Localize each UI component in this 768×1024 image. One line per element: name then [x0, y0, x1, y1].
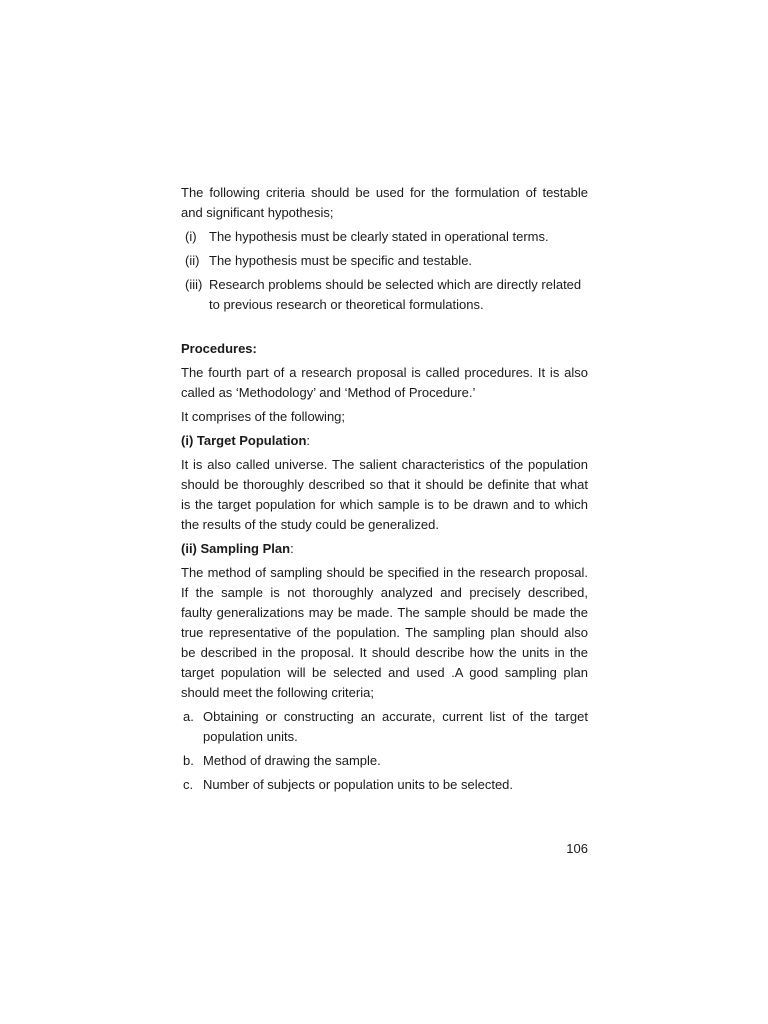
- procedures-heading: Procedures:: [181, 341, 257, 356]
- hypothesis-criteria-list: [181, 227, 588, 315]
- list-item-text: Number of subjects or population units to be selected.: [203, 777, 514, 792]
- sampling-plan-heading: [181, 539, 588, 559]
- target-population-heading: [181, 431, 588, 451]
- list-item: [181, 251, 588, 271]
- list-marker: (ii): [185, 253, 200, 268]
- target-population-title: (i) Target Population: [181, 433, 307, 448]
- list-item: [181, 227, 588, 247]
- list-marker: (iii): [185, 277, 203, 292]
- target-population-text: It is also called universe. The salient characteristics of the population should be thoroughly described so that it should be definite that what is the target population for which sample is to be drawn and to which the results of the study could be generalized.: [181, 457, 588, 532]
- section-gap: [181, 319, 588, 339]
- sampling-plan-text: The method of sampling should be specified in the research proposal. If the sample is not thoroughly analyzed and precisely described, faulty generalizations may be made. The sample should be made the true representative of the population. The sampling plan should also be described in the proposal. It should describe how the units in the target population will be selected and used .A good sampling plan should meet the following criteria;: [181, 565, 588, 700]
- procedures-comprises: It comprises of the following;: [181, 409, 346, 424]
- target-population-colon: :: [306, 433, 311, 448]
- sampling-plan-colon: :: [290, 541, 294, 556]
- sampling-criteria-list: [181, 707, 588, 795]
- page-content: [181, 183, 588, 799]
- list-marker: a.: [183, 709, 194, 724]
- list-item: [181, 275, 588, 315]
- list-item-text: Obtaining or constructing an accurate, current list of the target population units.: [203, 709, 588, 744]
- procedures-intro: The fourth part of a research proposal is called procedures. It is also called as ‘Methodology’ and ‘Method of Procedure.’: [181, 365, 588, 400]
- list-item-text: Method of drawing the sample.: [203, 753, 381, 768]
- list-item-text: The hypothesis must be clearly stated in operational terms.: [209, 229, 549, 244]
- intro-paragraph: The following criteria should be used for the formulation of testable and significant hypothesis;: [181, 185, 588, 220]
- sampling-plan-title: (ii) Sampling Plan: [181, 541, 291, 556]
- list-item-text: The hypothesis must be specific and testable.: [209, 253, 473, 268]
- list-marker: (i): [185, 229, 197, 244]
- list-item: [181, 707, 588, 747]
- list-item: [181, 775, 588, 795]
- list-item: [181, 751, 588, 771]
- list-item-text: Research problems should be selected which are directly related to previous research or theoretical formulations.: [209, 277, 582, 312]
- list-marker: b.: [183, 753, 194, 768]
- list-marker: c.: [183, 777, 194, 792]
- page-number: 106: [566, 841, 588, 856]
